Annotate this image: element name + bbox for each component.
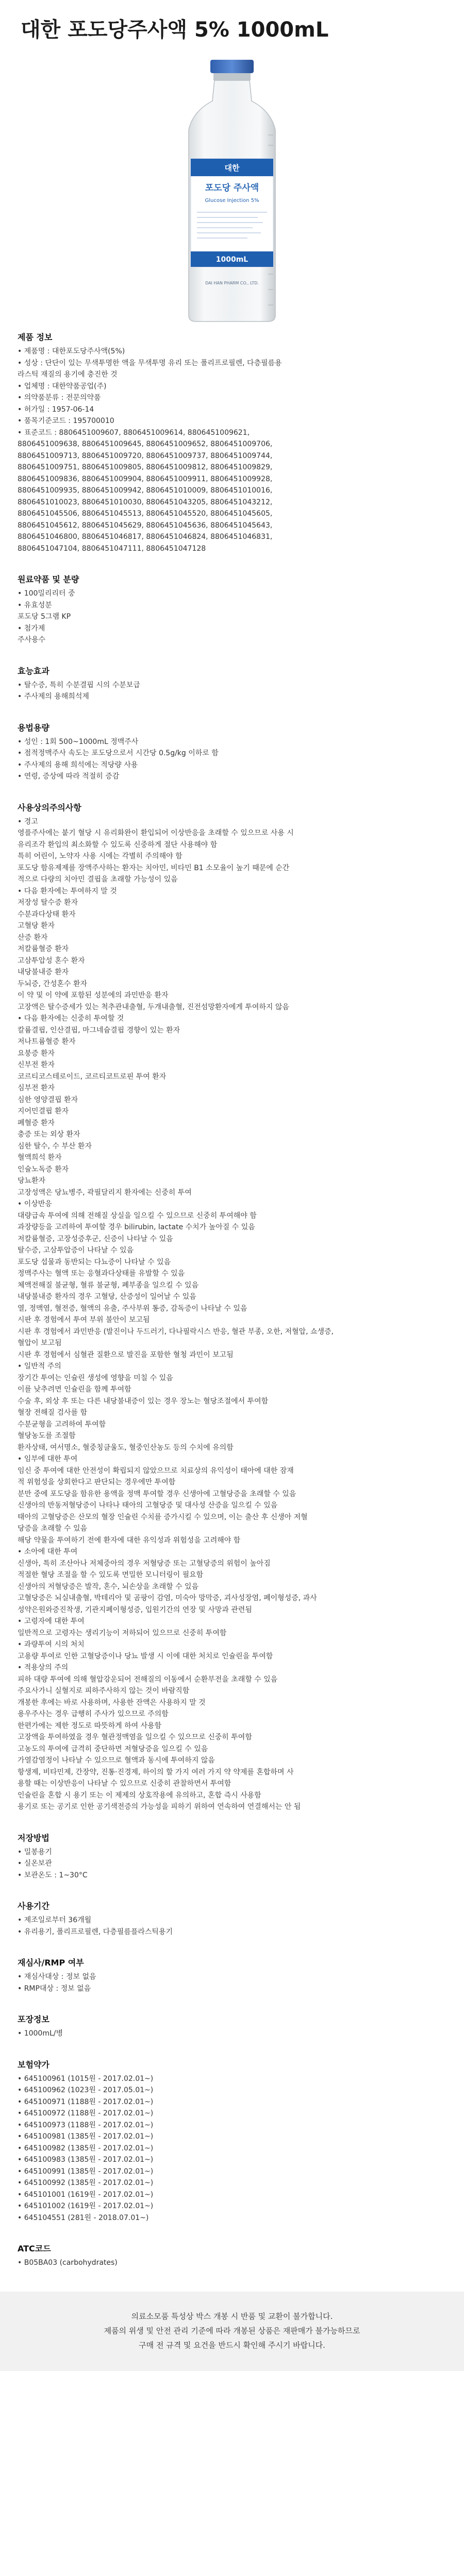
section-line: 주요사가니 실혈지로 피하주사하지 않는 것이 바람직함 xyxy=(18,1687,190,1695)
section-line: 태아의 고혈당증은 산모의 혈장 인슐린 수치를 증가시킬 수 있으며, 이는 출산 후 신생아 저혈 xyxy=(18,1513,308,1521)
section-line: 수분균형을 고려하여 투여함 xyxy=(18,1420,106,1429)
section-line: • 645100982 (1385원 - 2017.02.01~) xyxy=(18,2144,154,2153)
section-line: • 표준코드 : 8806451009607, 8806451009614, 8806451009621, xyxy=(18,428,250,437)
section-line: 혈장 전해질 검사를 함 xyxy=(18,1409,88,1417)
notice-line: 구매 전 규격 및 요건을 반드시 확인해 주시기 바랍니다. xyxy=(139,2340,325,2350)
section-line: • 고령자에 대한 투여 xyxy=(18,1617,85,1625)
section-line: 적절한 혈당 조절을 할 수 있도록 면밀한 모니터링이 필요함 xyxy=(18,1571,204,1579)
section-line: 임신 중 투여에 대한 안전성이 확립되지 않았으므로 치료상의 유익성이 태아에 대한 잠재 xyxy=(18,1466,294,1475)
info-section xyxy=(18,1900,446,1938)
section-line: 심한 탈수, 수 부산 환자 xyxy=(18,1142,92,1150)
bottle-brand-text: 대한 xyxy=(224,163,240,173)
section-line: • 과량투여 시의 처치 xyxy=(18,1640,85,1649)
section-line: 충증 또는 외상 환자 xyxy=(18,1130,80,1139)
section-line: • 품목기준코드 : 195700010 xyxy=(18,417,114,425)
section-line: 체액전해질 불균형, 혈류 불균형, 폐부종을 일으킬 수 있음 xyxy=(18,1281,199,1290)
info-section xyxy=(18,1832,446,1882)
section-line: 해당 약물을 투여하기 전에 환자에 대한 유익성과 위험성을 고려해야 함 xyxy=(18,1536,241,1545)
section-line: 코르티코스테로이드, 코르티코트로핀 투여 환자 xyxy=(18,1072,167,1081)
section-line: 칼륨결핍, 인산결핍, 마그네슘결핍 경향이 있는 환자 xyxy=(18,1026,180,1035)
section-line: • 의약품분류 : 전문의약품 xyxy=(18,394,101,402)
section-line: • 다음 환자에는 투여하지 말 것 xyxy=(18,887,117,895)
section-line: 8806451009935, 8806451009942, 8806451010009, 8806451010016, xyxy=(18,486,273,495)
product-details xyxy=(0,331,464,2269)
bottle-label-sub: Glucose Injection 5% xyxy=(205,198,259,204)
section-line: • 주사제의 용해 희석에는 적당량 사용 xyxy=(18,760,138,769)
section-line: 유리조각 환입의 최소화할 수 있도록 신중하게 절단 사용해야 함 xyxy=(18,840,218,849)
section-line: 용할 때는 이상반응이 나타날 수 있으므로 신중히 관찰하면서 투여함 xyxy=(18,1780,231,1788)
section-line: 시판 후 경험에서 심혈관 질환으로 발진을 포함한 혈청 과민이 보고됨 xyxy=(18,1350,234,1359)
section-line: • 1000mL/병 xyxy=(18,2029,63,2038)
section-line: 한편가에는 제한 정도로 따뜻하게 하여 사용함 xyxy=(18,1721,162,1730)
section-line: • 100밀리리터 중 xyxy=(18,589,75,598)
section-line: 시판 후 경험에서 투여 부위 불안이 보고됨 xyxy=(18,1316,150,1324)
info-section xyxy=(18,2242,446,2269)
section-line: • 제조일로부터 36개월 xyxy=(18,1916,92,1924)
section-line: • 성상 : 단단이 있는 무색투명한 액을 무색투명 유리 또는 폴리프로필렌, 다층필름용 xyxy=(18,359,282,367)
section-line: 혈당농도를 조절함 xyxy=(18,1432,76,1440)
product-image-area xyxy=(0,53,464,331)
section-line: • 645101001 (1619원 - 2017.02.01~) xyxy=(18,2190,154,2199)
section-line: • 경고 xyxy=(18,817,38,826)
section-line: • 645100962 (1023원 - 2017.05.01~) xyxy=(18,2086,154,2094)
section-line: 고용량 투여로 인한 고혈당증이나 당뇨 발생 시 이에 대한 처치로 인슐린을 투여함 xyxy=(18,1652,273,1660)
info-section xyxy=(18,2013,446,2040)
section-line: • 유효성분 xyxy=(18,601,52,609)
section-line: 고혈당증은 뇌실내출혈, 박테리아 및 곰팡이 감염, 미숙아 망막증, 괴사성장염, 폐이형성증, 과사 xyxy=(18,1594,317,1602)
section-line: • 점적정맥주사 속도는 포도당으로서 시간당 0.5g/kg 이하로 함 xyxy=(18,749,219,757)
section-line: • 645101002 (1619원 - 2017.02.01~) xyxy=(18,2202,154,2210)
section-line: 일반적으로 고령자는 생리기능이 저하되어 있으므로 신중히 투여함 xyxy=(18,1629,227,1637)
notice-line: 제품의 위생 및 안전 관리 기준에 따라 개봉된 상품은 재판매가 불가능하므로 xyxy=(104,2326,360,2335)
section-line: • 이상반응 xyxy=(18,1200,52,1208)
section-line: 인슐린을 혼합 시 용기 또는 이 제제의 상호작용에 유의하고, 혼합 즉시 사용함 xyxy=(18,1791,261,1800)
section-line: 장기간 투여는 인슐린 생성에 영향을 미칠 수 있음 xyxy=(18,1374,173,1382)
section-line: 라스틱 재질의 용기에 충진한 것 xyxy=(18,370,118,379)
info-section xyxy=(18,2058,446,2224)
section-line: • 645100961 (1015원 - 2017.02.01~) xyxy=(18,2074,154,2083)
section-line: • 645100983 (1385원 - 2017.02.01~) xyxy=(18,2156,154,2164)
section-line: • 밀봉용기 xyxy=(18,1848,52,1856)
info-section xyxy=(18,1956,446,1994)
section-line: 가열감염정이 나타날 수 있으므로 혈액과 동시에 투여하지 않음 xyxy=(18,1756,215,1765)
product-image xyxy=(170,58,294,326)
notice-line: 의료소모품 특성상 박스 개봉 시 반품 및 교환이 불가합니다. xyxy=(131,2311,333,2321)
section-line: 환자상태, 여서명소, 혈중칭클울도, 혈중인산농도 등의 수치에 유의함 xyxy=(18,1443,234,1452)
section-line: 고장액을 투여하였을 경우 혈관정맥염을 일으킬 수 있으므로 신중히 투여함 xyxy=(18,1733,252,1741)
info-section xyxy=(18,331,446,554)
info-section xyxy=(18,573,446,646)
section-line: • 보관온도 : 1~30°C xyxy=(18,1871,88,1879)
section-line: 특히 어린이, 노약자 사용 시에는 각별히 주의해야 함 xyxy=(18,852,183,860)
section-line: • 주사제의 용해희석제 xyxy=(18,692,89,701)
section-line: 8806451047104, 8806451047111, 8806451047128 xyxy=(18,544,206,553)
section-line: • 645100981 (1385원 - 2017.02.01~) xyxy=(18,2132,154,2141)
section-title: 사용상의주의사항 xyxy=(18,802,81,812)
section-line: 내당불내증 환자의 경우 고혈당, 산증성이 일어날 수 있음 xyxy=(18,1293,196,1301)
section-line: 당증을 초래할 수 있음 xyxy=(18,1524,88,1533)
section-title: 포장정보 xyxy=(18,2014,49,2024)
section-line: 8806451010023, 8806451010030, 8806451043205, 8806451043212, xyxy=(18,498,273,506)
section-line: • 성인 : 1회 500~1000mL 정맥주사 xyxy=(18,737,139,746)
section-line: 과장량등을 고려하여 투여할 경우 bilirubin, lactate 수치가 높아질 수 있음 xyxy=(18,1223,255,1231)
section-line: 신생아, 특히 조산아나 저체중아의 경우 저혈당증 또는 고혈당증의 위험이 높아짐 xyxy=(18,1559,271,1568)
section-line: 8806451045506, 8806451045513, 8806451045520, 8806451045605, xyxy=(18,510,273,518)
page-title: 대한 포도당주사액 5% 1000mL xyxy=(21,18,329,42)
section-line: 8806451009713, 8806451009720, 8806451009737, 8806451009744, xyxy=(18,451,273,460)
section-line: • 탈수증, 특히 수분결핍 시의 수분보급 xyxy=(18,681,140,689)
section-line: 8806451009836, 8806451009904, 8806451009911, 8806451009928, xyxy=(18,474,273,483)
section-line: 신생아의 저혈당증은 발작, 혼수, 뇌손상을 초래할 수 있음 xyxy=(18,1582,199,1591)
section-line: 고농도의 투여에 급격히 중단하면 저혈당증을 일으킬 수 있음 xyxy=(18,1744,208,1753)
section-line: 고장성액은 당뇨병주, 곽필달리지 환자에는 신중히 투여 xyxy=(18,1188,192,1197)
section-line: 대량급속 투여에 의해 전해질 상실을 일으킬 수 있으므로 신중히 투여해야 함 xyxy=(18,1211,257,1220)
section-line: • 재심사대상 : 정보 없음 xyxy=(18,1973,96,1981)
bottle-volume-text: 1000mL xyxy=(216,256,248,264)
return-policy-notice xyxy=(0,2292,464,2371)
section-line: 신생아의 반동저혈당증이 나타나 태아의 고혈당증 및 대사성 산증을 일으킬 수 있음 xyxy=(18,1501,278,1510)
section-line: 수술 후, 외상 후 또는 다른 내당불내증이 있는 경우 장노는 혈당조절에서 투여함 xyxy=(18,1397,269,1405)
section-line: 용기로 또는 공기로 인한 공기색전증의 가능성을 피하기 위하여 연속하여 연결해서는 안 됨 xyxy=(18,1803,301,1811)
section-title: 제품 정보 xyxy=(18,332,53,342)
section-line: 시판 후 경험에서 과민반응 (발진이나 두드러기, 다나필락시스 반응, 혈관 부종, 오한, 저혈압, 쇼생증, xyxy=(18,1327,334,1336)
section-line: 저나트륨혈증 환자 xyxy=(18,1038,76,1046)
section-title: ATC코드 xyxy=(18,2244,51,2253)
section-line: 8806451046800, 8806451046817, 8806451046824, 8806451046831, xyxy=(18,533,273,541)
section-line: • 645100992 (1385원 - 2017.02.01~) xyxy=(18,2179,154,2187)
section-line: • 임부에 대한 투여 xyxy=(18,1455,78,1463)
section-line: 혈압이 보고됨 xyxy=(18,1339,62,1347)
section-line: 저장성 탈수증 환자 xyxy=(18,899,78,907)
section-line: • 645100973 (1188원 - 2017.02.01~) xyxy=(18,2121,154,2129)
section-line: • 제품명 : 대한포도당주사액(5%) xyxy=(18,347,125,355)
section-line: 성약은원와증진착생, 기관지폐이형성증, 입원기간의 연장 및 사망과 관련됨 xyxy=(18,1605,252,1614)
section-title: 저장방법 xyxy=(18,1833,49,1843)
section-line: 포도당 섭물과 동반되는 다뇨증이 나타날 수 있음 xyxy=(18,1258,171,1266)
section-line: • 645100991 (1385원 - 2017.02.01~) xyxy=(18,2167,154,2176)
section-title: 원료약품 및 분량 xyxy=(18,574,79,584)
section-line: 고삼투압성 혼수 환자 xyxy=(18,956,85,965)
section-line: 이를 낮추려면 인슐린을 함께 투여함 xyxy=(18,1385,131,1394)
section-line: • 다음 환자에는 신중히 투여할 것 xyxy=(18,1014,124,1023)
info-section xyxy=(18,801,446,1813)
section-title: 보험약가 xyxy=(18,2059,49,2070)
section-line: 개봉한 후에는 바로 사용하며, 사용한 잔액은 사용하지 말 것 xyxy=(18,1698,206,1707)
glucose-bottle-image xyxy=(170,58,294,326)
section-line: • 645100971 (1188원 - 2017.02.01~) xyxy=(18,2097,154,2106)
section-line: • 연령, 증상에 따라 적절히 증감 xyxy=(18,772,120,781)
section-line: • 업체명 : 대한약품공업(주) xyxy=(18,382,107,391)
section-line: 주사용수 xyxy=(18,636,46,644)
info-section xyxy=(18,665,446,703)
section-line: • RMP대상 : 정보 없음 xyxy=(18,1984,91,1993)
section-line: • 645104551 (281원 - 2018.07.01~) xyxy=(18,2213,149,2222)
section-title: 재심사/RMP 여부 xyxy=(18,1958,84,1968)
section-line: 이 약 및 이 약에 포함된 성분에의 과민반응 환자 xyxy=(18,991,169,999)
section-line: 요붕증 환자 xyxy=(18,1049,55,1058)
section-line: 정맥주사는 혈액 또는 응혈과다상태를 유발할 수 있음 xyxy=(18,1269,185,1278)
section-line: 용우주사는 경우 급행히 주사가 있으므로 주의함 xyxy=(18,1710,169,1718)
section-line: 수분과다상태 환자 xyxy=(18,910,76,919)
section-line: 분만 중에 포도당을 함유한 용액을 정맥 투여할 경우 신생아에 고혈당증을 초래할 수 있음 xyxy=(18,1489,296,1498)
section-line: 인슐노독증 환자 xyxy=(18,1165,69,1174)
section-line: 심한 영양결핍 환자 xyxy=(18,1095,78,1104)
section-line: • 유리용기, 폴리프로필렌, 다층필름플라스틱용기 xyxy=(18,1927,173,1936)
section-line: • 실온보관 xyxy=(18,1859,52,1868)
section-line: • 첨가제 xyxy=(18,624,45,633)
section-line: 지어민결핍 환자 xyxy=(18,1107,69,1115)
section-line: 적으로 다량의 치아민 결핍을 초래할 가능성이 있음 xyxy=(18,875,178,884)
bottle-footer-text: DAI HAN PHARM CO., LTD. xyxy=(205,281,259,285)
section-line: 고장액은 탈수증세가 있는 척추관내출혈, 두개내출혈, 진전섬망환자에게 투여하지 않음 xyxy=(18,1003,289,1011)
section-line: • 일반적 주의 xyxy=(18,1362,61,1370)
section-line: 8806451045612, 8806451045629, 8806451045636, 8806451045643, xyxy=(18,521,273,530)
section-line: 포도당 함유제제를 장액주사하는 환자는 치아민, 비타민 B1 소모율이 높기 때문에 순간 xyxy=(18,863,290,872)
section-line: 영플주사에는 붙기 혈당 시 유리화완이 환입되어 이상반응을 초래할 수 있으므로 사용 시 xyxy=(18,829,294,837)
section-line: 저칼륨혈증, 고장성증후군, 신증이 나타날 수 있음 xyxy=(18,1234,173,1243)
section-line: 신부전 환자 xyxy=(18,1061,55,1069)
section-line: 혈액희석 환자 xyxy=(18,1154,62,1162)
section-line: 내당불내증 환자 xyxy=(18,968,69,976)
section-title: 효능효과 xyxy=(18,666,49,676)
section-line: 피하 대량 투여에 의해 혈압강운되어 전해질의 이동에서 순환부전을 초래할 수 있음 xyxy=(18,1675,278,1684)
section-line: • 645100972 (1188원 - 2017.02.01~) xyxy=(18,2109,154,2117)
section-line: 항생제, 비타민제, 간장약, 진통·진경제, 하이의 할 가지 여러 가지 약 약제를 혼합하며 사 xyxy=(18,1768,294,1776)
info-section xyxy=(18,721,446,783)
section-line: • B05BA03 (carbohydrates) xyxy=(18,2259,118,2267)
section-line: 산증 환자 xyxy=(18,933,48,942)
section-line: 포도당 5그램 KP xyxy=(18,613,71,621)
bottle-label-main: 포도당 주사액 xyxy=(205,183,259,193)
section-line: 8806451009638, 8806451009645, 8806451009652, 8806451009706, xyxy=(18,440,273,448)
section-title: 용법용량 xyxy=(18,722,49,733)
section-line: 열, 정맥염, 혈전증, 혈액의 유출, 주사부위 통증, 감독증이 나타날 수 있음 xyxy=(18,1304,247,1313)
section-line: 저칼륨혈증 환자 xyxy=(18,945,69,953)
section-line: 당뇨환자 xyxy=(18,1177,46,1185)
section-title: 사용기간 xyxy=(18,1901,49,1911)
section-line: 고혈당 환자 xyxy=(18,922,55,930)
section-line: • 허가일 : 1957-06-14 xyxy=(18,405,94,414)
section-line: 적 위험성을 상회한다고 판단되는 경우에만 투여함 xyxy=(18,1478,176,1486)
section-line: • 소아에 대한 투여 xyxy=(18,1548,78,1556)
section-line: 심부전 환자 xyxy=(18,1084,55,1092)
section-line: 탈수증, 고삼투압증이 나타날 수 있음 xyxy=(18,1246,134,1255)
section-line: 두뇌증, 간성혼수 환자 xyxy=(18,979,88,988)
section-line: 8806451009751, 8806451009805, 8806451009812, 8806451009829, xyxy=(18,463,273,471)
section-line: 폐혈증 환자 xyxy=(18,1118,55,1127)
section-line: • 적용상의 주의 xyxy=(18,1664,69,1672)
